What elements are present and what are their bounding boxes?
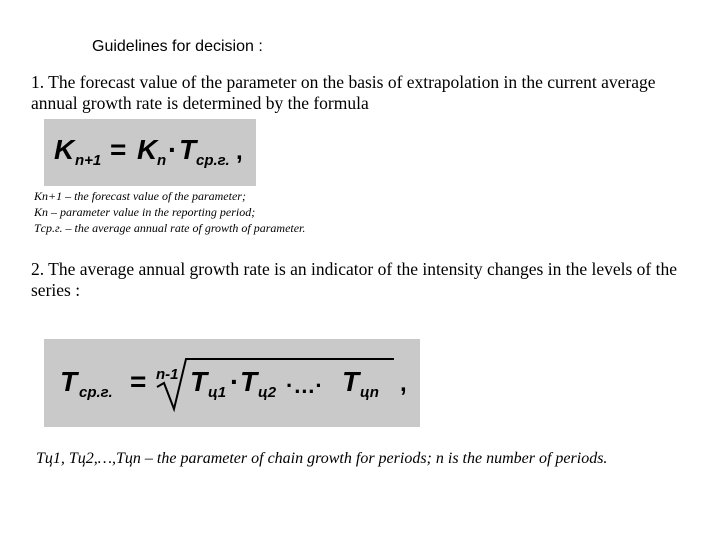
formula-2-c-sub: цn — [360, 384, 379, 401]
formula-1-svg — [44, 119, 256, 186]
formula-2-root-index: n-1 — [156, 366, 179, 383]
formula-1-lhs: K — [54, 134, 75, 165]
formula-1-equals: = — [110, 134, 127, 165]
formula-2-dot-1: · — [230, 366, 240, 397]
formula-2-comma: , — [400, 370, 407, 397]
formula-2-ellipsis: ·…· — [286, 373, 323, 398]
formula-1-comma: , — [236, 138, 243, 165]
formula-2-b: T — [240, 366, 258, 397]
formula-1-lhs-sub: n+1 — [75, 152, 102, 169]
formula-2-a-sub: ц1 — [208, 384, 227, 401]
paragraph-1: 1. The forecast value of the parameter on the basis of extrapolation in the current average annual growth rate is determined by the formula — [31, 72, 656, 113]
formula-1-image — [44, 119, 256, 186]
formula-2-c: T — [342, 366, 360, 397]
guidelines-heading: Guidelines for decision : — [92, 38, 263, 55]
formula-1-k: K — [137, 134, 158, 165]
formula-2-equals: = — [130, 366, 147, 397]
note-3: Tср.г. – the average annual rate of growth of parameter. — [34, 221, 306, 235]
formula-2-b-sub: ц2 — [258, 384, 277, 401]
formula-2-t-sub: ср.г. — [79, 384, 113, 401]
formula-1-dot: · — [168, 134, 178, 165]
note-1: Kn+1 – the forecast value of the parameter; — [34, 189, 246, 203]
definitions-line: Tц1, Tц2,…,Tцn – the parameter of chain growth for periods; n is the number of periods. — [36, 450, 608, 467]
formula-1-t-sub: ср.г. — [196, 152, 230, 169]
formula-2-image — [44, 339, 420, 427]
formula-2-svg — [44, 339, 420, 427]
formula-1-k-sub: n — [157, 152, 167, 169]
paragraph-2: 2. The average annual growth rate is an indicator of the intensity changes in the levels of the series : — [31, 259, 677, 300]
formula-1-t: T — [179, 134, 197, 165]
note-2: Kn – parameter value in the reporting period; — [34, 205, 256, 219]
formula-2-a: T — [190, 366, 208, 397]
formula-2-t: T — [60, 366, 78, 397]
